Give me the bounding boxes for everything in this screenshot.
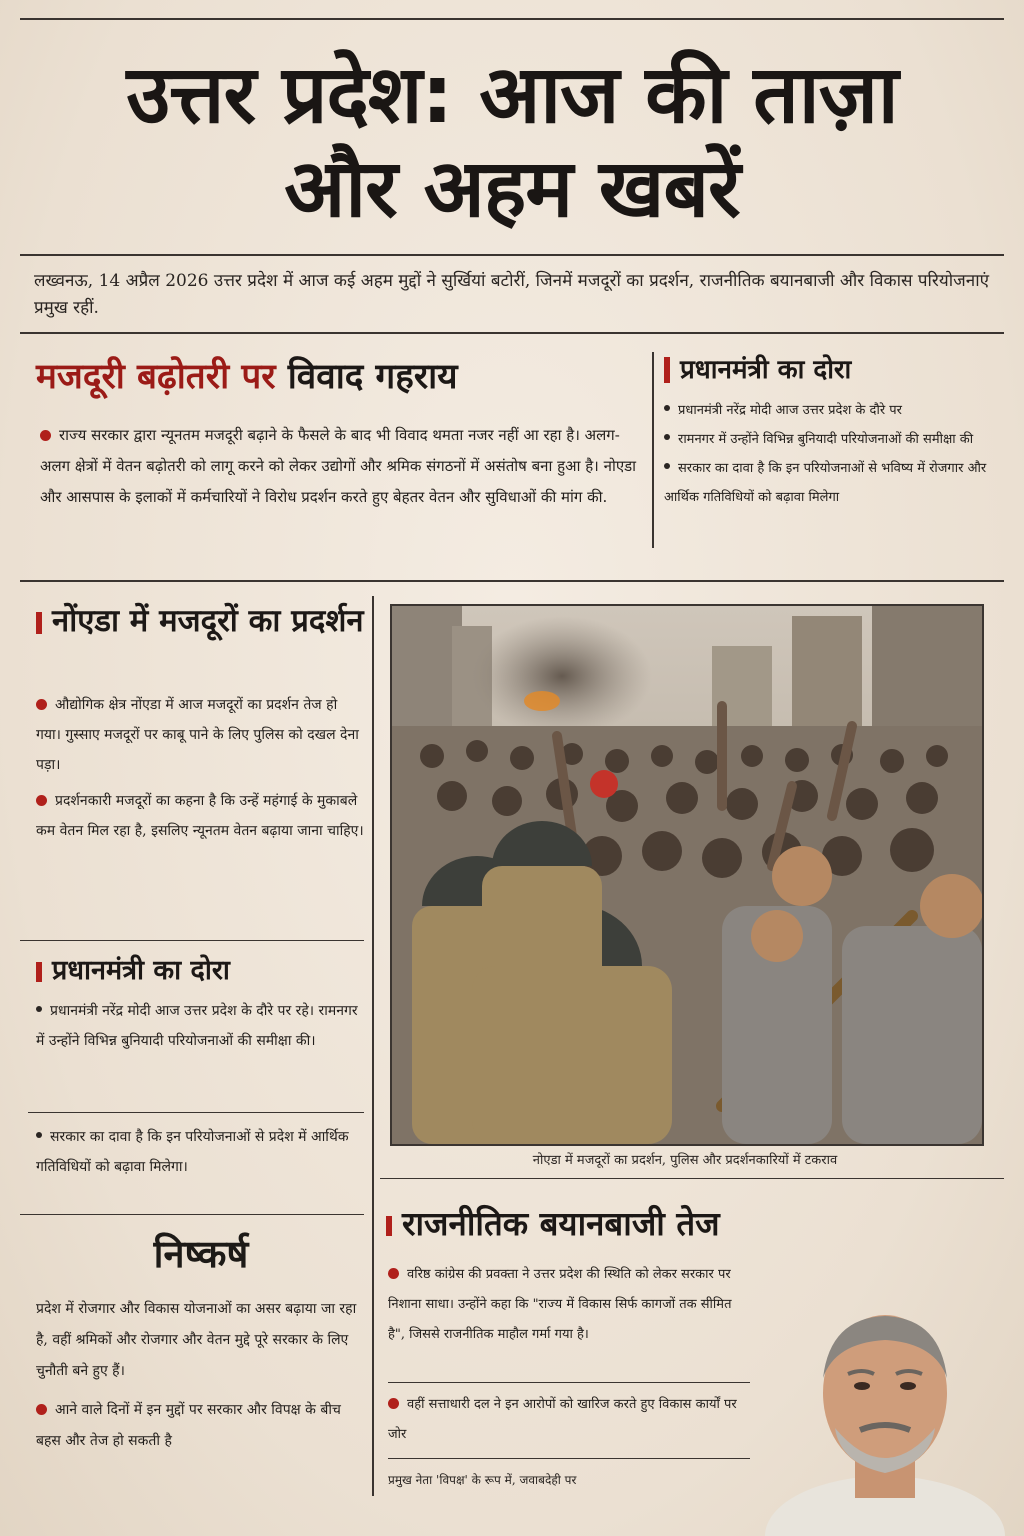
conclusion-paragraph: प्रदेश में रोजगार और विकास योजनाओं का असर बढ़ाया जा रहा है, वहीं श्रमिकों और रोजगार और वेतन मुद्दे पूरे सरकार के लिए चुनौती बने हुए हैं। — [36, 1301, 357, 1379]
politics-bullet-2: वहीं सत्ताधारी दल ने इन आरोपों को खारिज करते हुए विकास कार्यों पर जोर — [388, 1397, 737, 1442]
bullet-dot — [40, 430, 51, 441]
bullet-dot — [36, 1006, 42, 1012]
portrait-illustration — [760, 1298, 1010, 1536]
wage-headline-black: विवाद गहराय — [287, 357, 458, 397]
masthead-rule — [20, 254, 1004, 256]
lede-rule — [20, 332, 1004, 334]
noida-rule — [20, 940, 364, 941]
politics-bullet-1: वरिष्ठ कांग्रेस की प्रवक्ता ने उत्तर प्रदेश की स्थिति को लेकर सरकार पर निशाना साधा। उन्होंने कहा कि "राज्य में विकास सिर्फ कागजों तक सीमित है", जिससे राजनीतिक माहौल गर्मा गया है। — [388, 1267, 732, 1342]
bullet-dot — [36, 1132, 42, 1138]
masthead-title — [20, 48, 1004, 236]
top-rule — [20, 18, 1004, 20]
pm-visit-top-title: प्रधानमंत्री का दोरा — [680, 355, 852, 385]
politics-list-2 — [388, 1390, 750, 1450]
pm-left-bullet-2: सरकार का दावा है कि इन परियोजनाओं से प्रदेश में आर्थिक गतिविधियों को बढ़ावा मिलेगा। — [36, 1129, 349, 1175]
wage-story-headline — [36, 352, 646, 402]
conclusion-rule — [20, 1214, 364, 1215]
left-column-rule — [372, 596, 374, 1496]
pm-left-bullet-1: प्रधानमंत्री नरेंद्र मोदी आज उत्तर प्रदेश के दौरे पर रहे। रामनगर में उन्होंने विभिन्न बुनियादी परियोजनाओं की समीक्षा की। — [36, 1003, 358, 1049]
noida-title: नोंएडा में मजदूरों का प्रदर्शन — [52, 603, 364, 639]
caption-rule — [380, 1178, 1004, 1179]
politics-heading — [386, 1200, 1006, 1248]
bullet-dot — [36, 699, 47, 710]
politician-portrait — [760, 1298, 1010, 1536]
protest-illustration — [392, 606, 982, 1144]
quote-rule — [388, 1458, 750, 1459]
bullet-dot — [664, 463, 670, 469]
bullet-dot — [388, 1398, 399, 1409]
middle-rule — [20, 580, 1004, 582]
lede-paragraph: लख्वनऊ, 14 अप्रैल 2026 उत्तर प्रदेश में आज कई अहम मुद्दों ने सुर्खियां बटोरीं, जिनमें मजदूरों का प्रदर्शन, राजनीतिक बयानबाजी और विकास परियोजनाएं प्रमुख रहीं. — [34, 271, 989, 318]
bullet-dot — [388, 1268, 399, 1279]
noida-bullet-1: औद्योगिक क्षेत्र नोंएडा में आज मजदूरों का प्रदर्शन तेज हो गया। गुस्साए मजदूरों पर काबू पाने के लिए पुलिस को दखल देना पड़ा। — [36, 697, 359, 773]
pm-visit-top-list — [664, 396, 1009, 512]
pm-top-bullet-1: प्रधानमंत्री नरेंद्र मोदी आज उत्तर प्रदेश के दौरे पर — [678, 403, 902, 418]
conclusion-body — [36, 1294, 366, 1457]
list-item — [664, 425, 1009, 454]
conclusion-heading: निष्कर्ष — [153, 1232, 249, 1276]
list-item — [36, 690, 366, 780]
pm-visit-left-heading — [36, 952, 366, 990]
politics-list — [388, 1260, 750, 1350]
list-item — [36, 786, 366, 846]
list-item — [36, 996, 366, 1056]
section-marker — [36, 612, 42, 634]
pm-visit-left-list — [36, 996, 366, 1056]
pm-left-rule — [28, 1112, 364, 1113]
list-item — [388, 1260, 750, 1350]
wage-story-body — [40, 420, 640, 513]
list-item — [388, 1390, 750, 1450]
pm-visit-top-heading — [664, 352, 1004, 388]
masthead-line-2: और अहम खबरें — [284, 142, 740, 235]
noida-bullet-2: प्रदर्शनकारी मजदूरों का कहना है कि उन्हें महंगाई के मुकाबले कम वेतन मिल रहा है, इसलिए न्यूनतम वेतन बढ़ाया जाना चाहिए। — [36, 793, 364, 839]
list-item — [664, 454, 1009, 512]
bullet-dot — [664, 434, 670, 440]
politics-title: राजनीतिक बयानबाजी तेज — [402, 1204, 720, 1243]
politics-rule — [388, 1382, 750, 1383]
list-item — [664, 396, 1009, 425]
list-item — [36, 1122, 366, 1182]
wage-story-text: राज्य सरकार द्वारा न्यूनतम मजदूरी बढ़ाने के फैसले के बाद भी विवाद थमता नजर नहीं आ रहा है। अलग-अलग क्षेत्रों में वेतन बढ़ोतरी को लागू करने को लेकर उद्योगों और श्रमिक संगठनों में असंतोष बना हुआ है। नोएडा और आसपास के इलाकों में कर्मचारियों ने विरोध प्रदर्शन करते हुए बेहतर वेतन और सुविधाओं की मांग की. — [40, 426, 637, 506]
politics-quote: प्रमुख नेता 'विपक्ष' के रूप में, जवाबदेही पर — [388, 1473, 577, 1487]
column-rule-top — [652, 352, 654, 548]
pm-visit-left-list-2 — [36, 1122, 366, 1182]
bullet-dot — [36, 1404, 47, 1415]
pm-top-bullet-3: सरकार का दावा है कि इन परियोजनाओं से भविष्य में रोजगार और आर्थिक गतिविधियों को बढ़ावा मिलेगा — [664, 461, 987, 505]
wage-headline-red: मजदूरी बढ़ोतरी पर — [36, 356, 276, 397]
photo-caption: नोएडा में मजदूरों का प्रदर्शन, पुलिस और प्रदर्शनकारियों में टकराव — [532, 1153, 838, 1168]
protest-photo — [390, 604, 984, 1146]
section-marker — [36, 962, 42, 982]
masthead-line-1: उत्तर प्रदेश: आज की ताज़ा — [126, 48, 898, 141]
list-item — [36, 1395, 366, 1457]
bullet-dot — [664, 405, 670, 411]
section-marker — [386, 1216, 392, 1236]
pm-visit-left-title: प्रधानमंत्री का दोरा — [52, 955, 230, 986]
conclusion-bullet: आने वाले दिनों में इन मुद्दों पर सरकार और विपक्ष के बीच बहस और तेज हो सकती है — [36, 1402, 341, 1449]
bullet-dot — [36, 795, 47, 806]
section-marker — [664, 357, 670, 383]
pm-top-bullet-2: रामनगर में उन्होंने विभिन्न बुनियादी परियोजनाओं की समीक्षा की — [678, 432, 974, 447]
noida-list — [36, 690, 366, 846]
noida-heading — [36, 600, 366, 642]
